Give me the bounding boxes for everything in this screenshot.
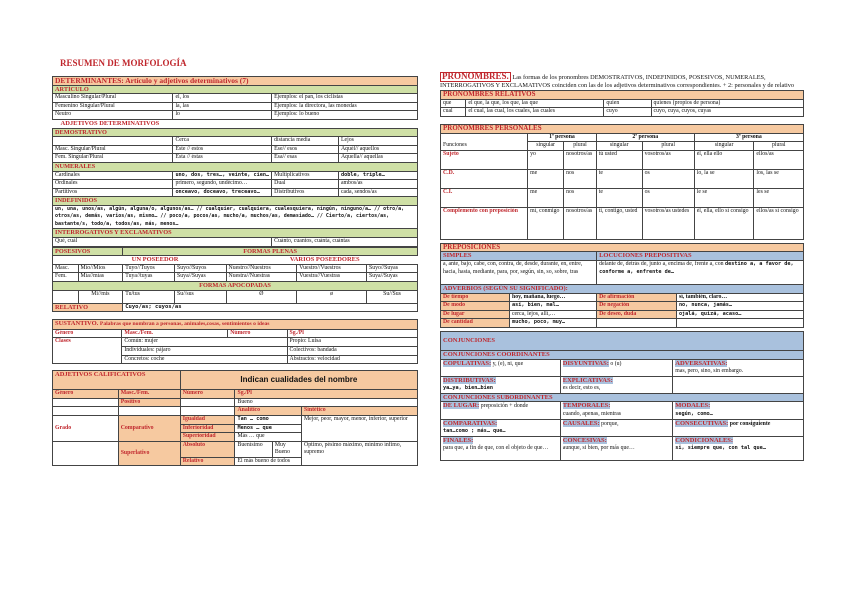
cell: nos xyxy=(564,188,597,207)
cell xyxy=(53,137,173,146)
cell: quien xyxy=(604,99,651,108)
cell: los, las se xyxy=(754,169,804,188)
cell: cerca, lejos, allí,… xyxy=(509,310,596,319)
distributivas-label: DISTRIBUTIVAS: xyxy=(443,376,496,384)
comparativas-label: COMPARATIVAS: xyxy=(443,419,498,427)
relativo-value: El más bueno de todos xyxy=(235,457,302,466)
cell: Neutro xyxy=(53,111,173,120)
causales-value: porque, xyxy=(601,420,619,427)
cell: Cerca xyxy=(173,137,272,146)
cell: Individuales: pájaro xyxy=(122,346,287,355)
plural-label: plural xyxy=(564,142,597,151)
table-row xyxy=(441,108,804,117)
cell: ojalá, quizá, acaso… xyxy=(676,310,803,319)
table-row xyxy=(53,264,418,273)
blank-cell xyxy=(53,290,79,303)
cell: vosotros/as ustedes xyxy=(642,207,694,239)
cell: distancia media xyxy=(272,137,339,146)
determinantes-table xyxy=(52,76,418,247)
finales-value: para que, a fin de que, con el objeto de que… xyxy=(443,445,549,452)
pronombres-title: PRONOMBRES. xyxy=(442,71,509,81)
concesivas-value: aunque, si bien, por más que… xyxy=(562,445,635,452)
delugar-cell xyxy=(441,402,561,419)
disyuntivas-cell xyxy=(560,359,673,376)
cell: os xyxy=(642,169,694,188)
positivo-label: Positivo xyxy=(118,398,180,407)
relativo-label: Relativo xyxy=(180,457,235,466)
cell: Ordinales xyxy=(53,180,173,189)
inferioridad-label: Inferioridad xyxy=(180,424,235,433)
table-row xyxy=(53,154,418,163)
cell: Tu/tus xyxy=(123,290,175,303)
numero-label: Número xyxy=(180,390,235,399)
table-row xyxy=(53,338,418,347)
locuciones-header: LOCUCIONES PREPOSITIVAS xyxy=(597,252,804,261)
interrogativos-header: INTERROGATIVOS Y EXCLAMATIVOS xyxy=(53,229,418,238)
cell: Ejemplos: lo bueno xyxy=(272,111,418,120)
modales-value: según, como… xyxy=(675,411,713,418)
comparativas-value: tan…como ; más… que… xyxy=(443,428,506,435)
relativos-table xyxy=(440,90,804,117)
plural-label: plural xyxy=(642,142,694,151)
temporales-value: cuando, apenas, mientras xyxy=(562,411,622,418)
blank-cell xyxy=(180,407,235,416)
genero-label: Género xyxy=(53,329,122,338)
cell: yo xyxy=(528,150,564,169)
formas-plenas-header: FORMAS PLENAS xyxy=(123,247,418,256)
cell: Femenino Singular/Plural xyxy=(53,102,173,111)
finales-label: FINALES: xyxy=(443,436,474,444)
cell: Distributivos xyxy=(272,188,339,197)
table-row xyxy=(441,319,804,328)
cell: Lejos xyxy=(338,137,417,146)
un-poseedor-header: UN POSEEDOR xyxy=(78,256,226,265)
personales-table xyxy=(440,124,804,240)
table-row xyxy=(53,137,418,146)
cell: primero, segundo, undécimo… xyxy=(173,180,272,189)
cell: De afirmación xyxy=(597,293,677,302)
cell: ellos/as xyxy=(754,150,804,169)
explicativas-cell xyxy=(560,376,673,393)
distributivas-cell xyxy=(441,376,561,393)
cell: Tuyo//Tuyos xyxy=(123,264,175,273)
cell: Esa// esas xyxy=(272,154,339,163)
cell: mí, conmigo xyxy=(528,207,564,239)
numerales-header: NUMERALES xyxy=(53,162,418,171)
locuciones-cell xyxy=(597,260,804,284)
page-title: RESUMEN DE MORFOLOGÍA xyxy=(60,58,187,68)
copulativas-cell xyxy=(441,359,561,376)
demostrativo-header: DEMOSTRATIVO xyxy=(53,128,418,137)
cell: Mía//mías xyxy=(78,273,123,282)
cell: la, las xyxy=(173,102,272,111)
cell: sí, también, claro… xyxy=(676,293,803,302)
cell: cada, sendos/as xyxy=(338,188,417,197)
cell: Suya//Suyas xyxy=(366,273,417,282)
cell: Multiplicativos xyxy=(272,171,339,180)
adverbios-header: ADVERBIOS (SEGÚN SU SIGNIFICADO): xyxy=(441,284,804,293)
cell: te xyxy=(596,169,642,188)
coordinantes-header: CONJUNCIONES COORDINANTES xyxy=(441,350,804,359)
absoluto-label: Absoluto xyxy=(180,441,235,457)
cell: nos xyxy=(564,169,597,188)
table-row xyxy=(441,169,804,188)
cell: que xyxy=(441,99,466,108)
cell: De negación xyxy=(597,302,677,311)
cell: cual xyxy=(441,108,466,117)
cell: Cardinales xyxy=(53,171,173,180)
copulativas-label: COPULATIVAS: xyxy=(443,359,492,367)
singular-label: singular xyxy=(596,142,642,151)
plural-label: plural xyxy=(754,142,804,151)
cell: Tuya//tuyas xyxy=(123,273,175,282)
table-row xyxy=(53,102,418,111)
table-row xyxy=(53,180,418,189)
cell: Fem. Singular/Plural xyxy=(53,154,173,163)
segunda-persona: 2ª persona xyxy=(596,133,694,142)
pronombres-intro: Las formas de los pronombres DEMOSTRATIVOS, INDEFINIDOS, POSESIVOS, NUMERALES, INTERROGATIVOS Y EXCLAMATIVOS coinciden con las de los adjetivos determinativos correspondientes. + 2: personales y de relativo xyxy=(440,74,795,89)
cell: Partitivos xyxy=(53,188,173,197)
cell: Suyo//Suyas xyxy=(366,264,417,273)
cell: me xyxy=(528,169,564,188)
locuciones-text-2: destino a, a favor de, conforme a, enfrente de… xyxy=(599,260,794,275)
sintetico-superlativo: Óptimo, pésimo máximo, mínimo ínfimo, supremo xyxy=(302,441,418,466)
mascfem-label: Masc./Fem. xyxy=(122,329,228,338)
temporales-cell xyxy=(560,402,673,419)
analitico-label: Analítico xyxy=(235,407,302,416)
table-row xyxy=(53,145,418,154)
cell: Abstractos: velocidad xyxy=(287,355,417,364)
cell: ellos/as sí consigo xyxy=(754,207,804,239)
varios-poseedores-header: VARIOS POSEEDORES xyxy=(226,256,417,265)
cell: Este // estos xyxy=(173,145,272,154)
cell: el cual, las cual, los cuales, las cuales xyxy=(466,108,604,117)
delugar-label: DE LUGAR: xyxy=(443,402,480,410)
explicativas-value: es decir, esto es, xyxy=(562,385,601,392)
superioridad-label: Superioridad xyxy=(180,433,235,442)
cell: el que, la que, los que, las que xyxy=(466,99,604,108)
cell: uno, dos, tres…, veinte, cien… xyxy=(173,171,272,180)
blank-cell xyxy=(53,398,119,407)
cell: Su//sus xyxy=(175,290,226,303)
cell: Nuestra//Nuestras xyxy=(226,273,297,282)
cell: De cantidad xyxy=(441,319,510,328)
cell: cuyo xyxy=(604,108,651,117)
cell: Ejemplos: el pan, los ciclistas xyxy=(272,94,418,103)
posesivos-header: POSESIVOS xyxy=(53,247,123,256)
cell: Suyo//Suyos xyxy=(175,264,226,273)
table-row xyxy=(53,94,418,103)
sgpl-label: Sg./Pl xyxy=(287,329,417,338)
cell: te xyxy=(596,188,642,207)
blank-cell xyxy=(597,319,677,328)
cell: nosotros/as xyxy=(564,207,597,239)
posesivos-table xyxy=(52,247,418,313)
cell: Vuestra//Vuestras xyxy=(297,273,367,282)
table-row xyxy=(53,273,418,282)
concesivas-label: CONCESIVAS: xyxy=(562,436,607,444)
cell: Esta // éstas xyxy=(173,154,272,163)
copulativas-value: y, (e), ni, que xyxy=(492,360,524,367)
adversativas-cell xyxy=(673,359,804,376)
cell: Concretos: coche xyxy=(122,355,287,364)
bueno-value: Bueno xyxy=(235,398,418,407)
cell: Suya//Suyas xyxy=(175,273,226,282)
table-row xyxy=(441,293,804,302)
blank-cell xyxy=(118,407,180,416)
superioridad-value: Más … que xyxy=(235,433,302,442)
cell: De deseo, duda xyxy=(597,310,677,319)
cell: De tiempo xyxy=(441,293,510,302)
cell: ambos/as xyxy=(338,180,417,189)
tercera-persona: 3ª persona xyxy=(694,133,803,142)
cell: Común: mujer xyxy=(122,338,287,347)
cell: Dual xyxy=(272,180,339,189)
table-row xyxy=(441,150,804,169)
sgpl-label: Sg./Pl xyxy=(235,390,418,399)
blank-cell xyxy=(673,376,804,393)
table-row xyxy=(441,188,804,207)
cell: Aquél// aquellos xyxy=(338,145,417,154)
cell: Su//Sus xyxy=(366,290,417,303)
conjunciones-header: CONJUNCIONES xyxy=(441,331,804,350)
cell: onceavo, doceavo, treceavo… xyxy=(173,188,272,197)
articulo-header: ARTÍCULO xyxy=(53,85,418,94)
preposiciones-header: PREPOSICIONES xyxy=(441,243,804,252)
consecutivas-cell xyxy=(673,419,804,436)
blank-cell xyxy=(180,398,235,407)
singular-label: singular xyxy=(694,142,754,151)
inferioridad-value: Menos … que xyxy=(235,424,302,433)
concesivas-cell xyxy=(560,436,673,460)
finales-cell xyxy=(441,436,561,460)
sustantivo-table xyxy=(52,319,418,364)
numero-label: Número xyxy=(228,329,287,338)
cell: mucho, poco, muy… xyxy=(509,319,596,328)
subordinantes-header: CONJUNCIONES SUBORDINANTES xyxy=(441,393,804,402)
adjetivos-desc: Indican cualidades del nombre xyxy=(180,371,417,390)
funcion-label: Sujeto xyxy=(441,150,528,169)
grado-label: Grado xyxy=(53,415,119,441)
cell: De modo xyxy=(441,302,510,311)
cell: así, bien, mal… xyxy=(509,302,596,311)
cell: Masculino Singular/Plural xyxy=(53,94,173,103)
sustantivo-desc: Palabras que nombran a personas, animales,cosas, sentimientos o ideas xyxy=(99,321,270,328)
singular-label: singular xyxy=(528,142,564,151)
cell: Masc. xyxy=(53,264,79,273)
igualdad-value: Tan … como xyxy=(235,415,302,424)
cell: nosotros/as xyxy=(564,150,597,169)
igualdad-label: Igualdad xyxy=(180,415,235,424)
cell: Cuánto, cuantos, cuánta, cuántas xyxy=(272,238,418,247)
cell: Ejemplos: la directora, las monedas xyxy=(272,102,418,111)
cell: lo xyxy=(173,111,272,120)
cell: De lugar xyxy=(441,310,510,319)
blank-cell xyxy=(53,441,119,466)
cell: Propio: Luisa xyxy=(287,338,417,347)
cell: les se xyxy=(754,188,804,207)
adjetivos-determinativos-header: ADJETIVOS DETERMINATIVOS xyxy=(60,119,160,127)
preposiciones-table xyxy=(440,243,804,328)
blank-cell xyxy=(53,407,119,416)
cell: él, ella, ello sí consigo xyxy=(694,207,754,239)
cell: Mío//Míos xyxy=(78,264,123,273)
disyuntivas-label: DISYUNTIVAS: xyxy=(562,359,609,367)
disyuntivas-value: o (u) xyxy=(610,360,622,367)
funcion-label: C.D. xyxy=(441,169,528,188)
table-row xyxy=(441,207,804,239)
adversativas-value: mas, pero, sino, sin embargo. xyxy=(675,368,744,375)
simples-header: SIMPLES xyxy=(441,252,597,261)
indefinidos-text: un, una, unos/as, algún, alguna/o, algunos/as… // cualquier, cualquiera, cualesquiera, ningún, ninguno/a… // otro/a, otros/as, demás, varios/as, mismo… // poco/a, pocos/as, mucho/a, muchos/as, demasiado… // Cierto/a, ciertos/as, bastante/s, todo/a, todos/as, más, menos… xyxy=(53,205,418,229)
blank-cell xyxy=(676,319,803,328)
adjetivos-table xyxy=(52,370,418,466)
cell: Ø xyxy=(226,290,297,303)
table-row xyxy=(53,188,418,197)
cell: Aquella// aquellas xyxy=(338,154,417,163)
cell: ø xyxy=(297,290,367,303)
cell: vosotros/as xyxy=(642,150,694,169)
adjetivos-header: ADJETIVOS CALIFICATIVOS xyxy=(53,371,181,390)
modales-cell xyxy=(673,402,804,419)
cell: Fem. xyxy=(53,273,79,282)
comparativo-label: Comparativo xyxy=(118,415,180,441)
locuciones-text-1: delante de, detrás de, junto a, encima de, frente a, con xyxy=(599,260,724,267)
cell: Qué, cuál xyxy=(53,238,272,247)
table-row xyxy=(53,111,418,120)
cell: doble, triple… xyxy=(338,171,417,180)
clases-label: Clases xyxy=(53,338,122,364)
cell: Masc. Singular/Plural xyxy=(53,145,173,154)
delugar-value: preposición + donde xyxy=(480,403,529,410)
consecutivas-value: por consiguiente xyxy=(729,420,771,427)
mascfem-label: Masc./Fem. xyxy=(118,390,180,399)
table-row xyxy=(441,302,804,311)
temporales-label: TEMPORALES: xyxy=(562,402,611,410)
simples-text: a, ante, bajo, cabe, con, contra, de, desde, durante, en, entre, hacia, hasta, mediante, para, por, según, sin, so, sobre, tras xyxy=(441,260,597,284)
table-row xyxy=(441,310,804,319)
relativo-text: Cuyo/as; cuyos/as xyxy=(123,303,418,312)
funcion-label: Complemento con preposición xyxy=(441,207,528,239)
right-column xyxy=(440,72,804,461)
cell: tú usted xyxy=(596,150,642,169)
absoluto-value-1: Buenísimo xyxy=(235,441,272,457)
pronombres-intro-block xyxy=(440,72,804,89)
table-row xyxy=(53,171,418,180)
condicionales-value: si, siempre que, con tal que… xyxy=(675,445,766,452)
adversativas-label: ADVERSATIVAS: xyxy=(675,359,728,367)
cell: Vuestro//Vuestros xyxy=(297,264,367,273)
cell: le se xyxy=(694,188,754,207)
funciones-label: Funciones xyxy=(441,133,528,150)
causales-label: CAUSALES: xyxy=(562,419,600,427)
relativo-label: RELATIVO xyxy=(53,303,123,312)
consecutivas-label: CONSECUTIVAS: xyxy=(675,419,729,427)
table-row xyxy=(53,290,418,303)
sustantivo-title: SUSTANTIVO. xyxy=(55,320,99,328)
relativos-header: PRONOMBRES RELATIVOS xyxy=(441,91,804,100)
sintetico-comparativo: Mejor, peor, mayor, menor, inferior, superior xyxy=(302,415,418,441)
superlativo-label: Superlativo xyxy=(118,441,180,466)
sintetico-label: Sintético xyxy=(302,407,418,416)
conjunciones-table xyxy=(440,331,804,461)
funcion-label: C.I. xyxy=(441,188,528,207)
indefinidos-header: INDEFINIDOS xyxy=(53,197,418,206)
determinantes-header: DETERMINANTES: Artículo y adjetivos determinativos (7) xyxy=(53,77,418,86)
sustantivo-header xyxy=(53,320,418,330)
cell: cuyo, cuya, cuyos, cuyas xyxy=(651,108,803,117)
blank-cell xyxy=(53,256,79,265)
table-row xyxy=(441,99,804,108)
cell: os xyxy=(642,188,694,207)
condicionales-label: CONDICIONALES: xyxy=(675,436,734,444)
cell: hoy, mañana, luego… xyxy=(509,293,596,302)
cell: ti, contigo, usted xyxy=(596,207,642,239)
cell: Colectivos: bandada xyxy=(287,346,417,355)
primera-persona: 1ª persona xyxy=(528,133,597,142)
cell: el, los xyxy=(173,94,272,103)
cell: él, ella ello xyxy=(694,150,754,169)
formas-apocopadas-header: FORMAS APOCOPADAS xyxy=(53,281,418,290)
cell: Nuestro//Nuestros xyxy=(226,264,297,273)
distributivas-value: ya…ya, bien…bien xyxy=(443,385,493,392)
genero-label: Género xyxy=(53,390,119,399)
cell: lo, la se xyxy=(694,169,754,188)
personales-header: PRONOMBRES PERSONALES xyxy=(441,124,804,133)
cell: no, nunca, jamás… xyxy=(676,302,803,311)
cell: quienes (propios de persona) xyxy=(651,99,803,108)
causales-cell xyxy=(560,419,673,436)
cell: Ese// esos xyxy=(272,145,339,154)
cell: me xyxy=(528,188,564,207)
cell: Mi//mis xyxy=(78,290,123,303)
absoluto-value-2: Muy Bueno xyxy=(272,441,301,457)
left-column xyxy=(52,76,418,466)
condicionales-cell xyxy=(673,436,804,460)
table-row xyxy=(53,238,418,247)
comparativas-cell xyxy=(441,419,561,436)
modales-label: MODALES: xyxy=(675,402,711,410)
explicativas-label: EXPLICATIVAS: xyxy=(562,376,613,384)
